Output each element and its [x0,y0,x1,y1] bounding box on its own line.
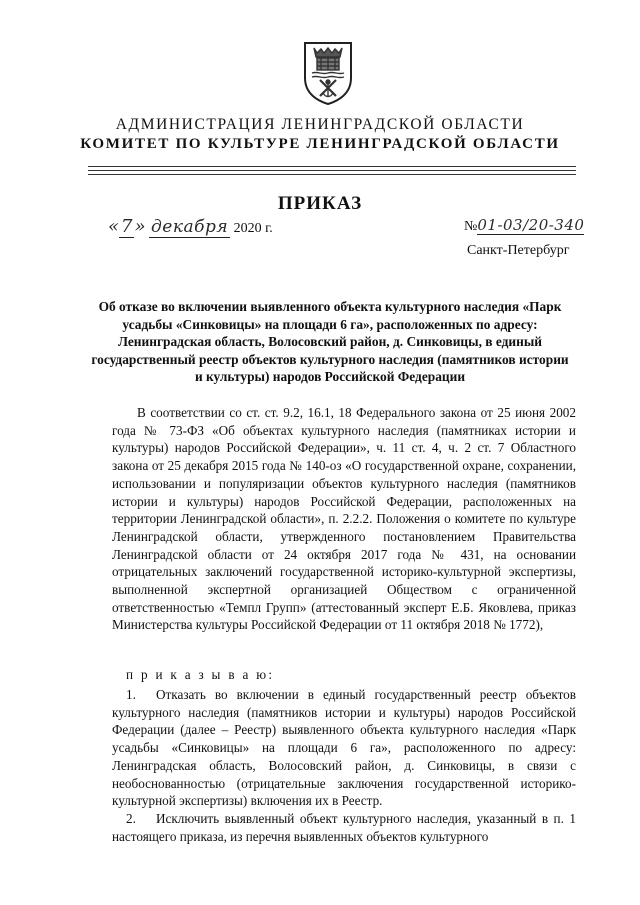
document-number [464,216,584,235]
date-open-quote: « [108,216,120,237]
preamble-paragraph: В соответствии со ст. ст. 9.2, 16.1, 18 Федерального закона от 25 июня 2002 года № 73-ФЗ «Об объектах культурного наследия (памятниках истории и культуры) народов Российской Федерации», ч. 11 ст. 4, ч. 2 ст. 7 Областного закона от 25 декабря 2015 года № 140-оз «О государственной охране, сохранении, использовании и популяризации объектов культурного наследия (памятников истории и культуры) народов Российской Федерации, расположенных на территории Ленинградской области», п. 2.2.2. Положения о комитете по культуре Ленинградской области, утвержденного постановлением Правительства Ленинградской области от 24 октября 2017 года № 431, на основании отрицательных заключений государственной историко-культурной экспертизы, выполненной экспертной организацией Обществом с ограниченной ответственностью «Темпл Групп» (аттестованный эксперт Е.Б. Яковлева, приказ Министерства культуры Российской Федерации от 11 октября 2018 № 1772), [112,405,576,633]
document-date [108,216,273,237]
item-number: 1. [126,687,136,702]
committee-name: КОМИТЕТ ПО КУЛЬТУРЕ ЛЕНИНГРАДСКОЙ ОБЛАСТИ [80,136,560,152]
item-text: Отказать во включении в единый государственный реестр объектов культурного наследия (памятников истории и культуры) народов Российской Федерации (далее – Реестр) выявленного объекта культурного наследия «Парк усадьбы «Синковицы» на площади 6 га», расположенного по адресу: Ленинградская область, Волосовский район, д. Синковицы, в связи с необоснованностью (отрицательные заключения государственной историко-культурной экспертизы) включения их в Реестр. [112,687,576,809]
date-month: декабря [150,217,229,237]
item-number: 2. [126,811,136,826]
document-city: Санкт-Петербург [467,243,570,258]
organization-name: АДМИНИСТРАЦИЯ ЛЕНИНГРАДСКОЙ ОБЛАСТИ [115,116,525,133]
header-divider [88,174,576,175]
header-divider [88,170,576,171]
date-close-quote: » [134,216,146,237]
leningrad-oblast-coat-of-arms-icon [302,40,354,106]
list-item [112,810,576,845]
header-divider [88,166,576,167]
item-text: Исключить выявленный объект культурного наследия, указанный в п. 1 настоящего приказа, из перечня выявленных объектов культурного [112,811,576,844]
number-prefix: № [464,219,478,234]
document-subject: Об отказе во включении выявленного объекта культурного наследия «Парк усадьбы «Синковицы» на площади 6 га», расположенных по адресу: Ленинградская область, Волосовский район, д. Синковицы, в единый государственный реестр объектов культурного наследия (памятников истории и культуры) народов Российской Федерации [91,299,569,385]
list-item [112,686,576,810]
date-year: 2020 г. [233,221,273,236]
document-type-title: ПРИКАЗ [277,193,363,214]
number-value: 01-03/20-340 [477,216,585,234]
date-day: 7 [121,216,133,237]
decree-word: п р и к а з ы в а ю: [126,667,275,682]
